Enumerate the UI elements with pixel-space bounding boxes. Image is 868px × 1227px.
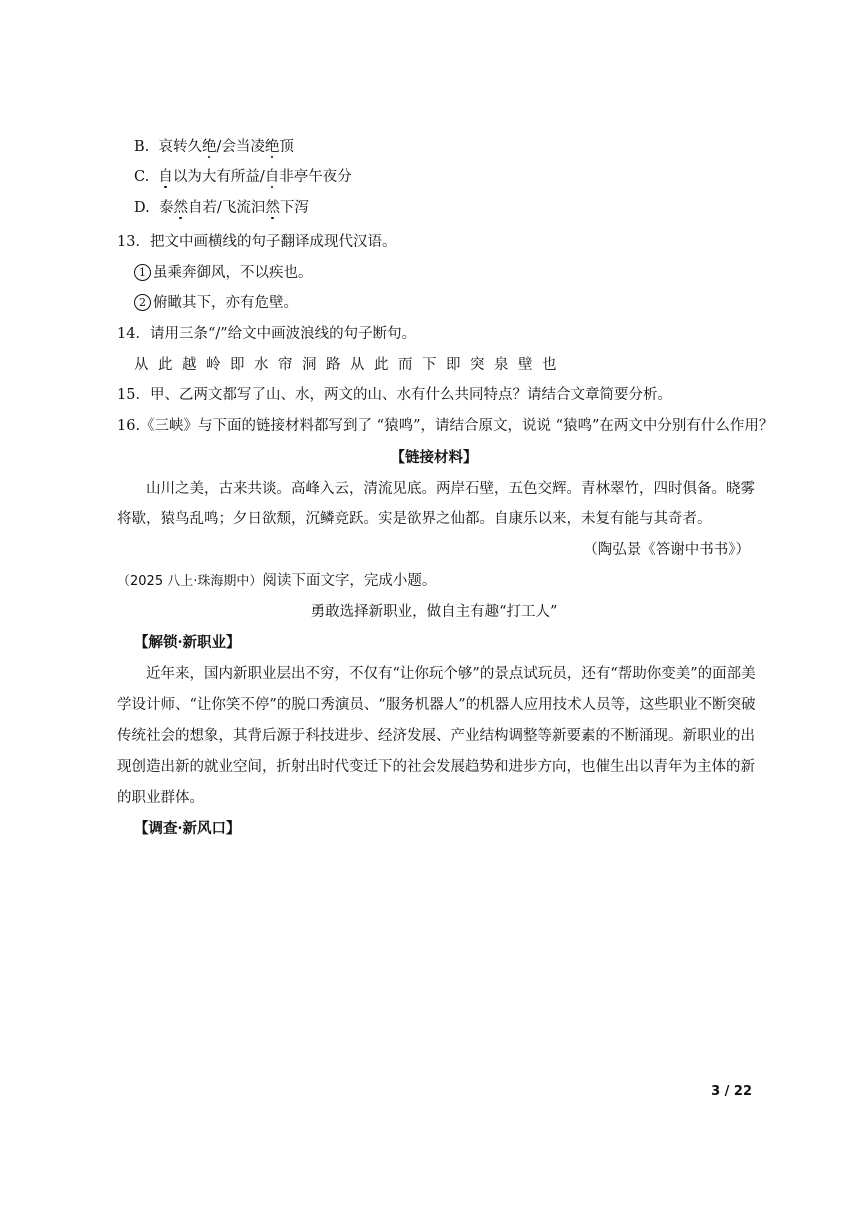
question-15-stem: 15．甲、乙两文都写了山、水，两文的山、水有什么共同特点？请结合文章简要分析。 bbox=[117, 387, 672, 403]
passage-line-1: 近年来，国内新职业层出不穷，不仅有“让你玩个够”的景点试玩员，还有“帮助你变美”的面部美 bbox=[146, 666, 756, 682]
link-material-line-1: 山川之美，古来共谈。高峰入云，清流见底。两岸石壁，五色交辉。青林翠竹，四时俱备。晓雾 bbox=[146, 481, 755, 497]
exam-source: （2025 八上·珠海期中） bbox=[117, 574, 263, 589]
option-d: D. 泰然自若/飞流汩然下泻 bbox=[134, 200, 309, 216]
question-13-sentence-2: 2 俯瞰其下，亦有危壁。 bbox=[134, 293, 298, 313]
circled-number-2: 2 bbox=[134, 294, 151, 311]
link-material-line-2: 将歇，猿鸟乱鸣；夕日欲颓，沉鳞竞跃。实是欲界之仙都。自康乐以来，未复有能与其奇者。 bbox=[117, 511, 712, 527]
emphasis-dot-char: 自 bbox=[158, 169, 173, 185]
passage-line-3: 传统社会的想象，其背后源于科技进步、经济发展、产业结构调整等新要素的不断涌现。新职业的出 bbox=[117, 728, 755, 744]
question-14-stem: 14．请用三条“/”给文中画波浪线的句子断句。 bbox=[117, 326, 417, 342]
emphasis-dot-char: 绝 bbox=[264, 139, 280, 155]
emphasis-dot-char: 然 bbox=[173, 200, 188, 216]
page-number: 3 / 22 bbox=[711, 1084, 752, 1099]
passage-line-4: 现创造出新的就业空间，折射出时代变迁下的社会发展趋势和进步方向，也催生出以青年为主体的新 bbox=[117, 759, 755, 775]
passage-line-2: 学设计师、“让你笑不停”的脱口秀演员、“服务机器人”的机器人应用技术人员等，这些职业不断突破 bbox=[117, 697, 756, 713]
passage-title: 勇敢选择新职业，做自主有趣“打工人” bbox=[310, 604, 558, 620]
question-14-sentence: 从此越岭即水帘洞路从此而下即突泉壁也 bbox=[134, 357, 566, 373]
option-c: C. 自以为大有所益/自非亭午夜分 bbox=[134, 169, 352, 185]
passage-instruction: 阅读下面文字，完成小题。 bbox=[262, 573, 437, 589]
question-13-stem: 13．把文中画横线的句子翻译成现代汉语。 bbox=[117, 234, 397, 250]
section-heading-2: 【调查·新风口】 bbox=[134, 820, 241, 837]
passage-line-5: 的职业群体。 bbox=[117, 790, 204, 806]
emphasis-dot-char: 绝 bbox=[201, 139, 217, 155]
emphasis-dot-char: 然 bbox=[265, 200, 280, 216]
question-13-sentence-1: 1 虽乘奔御风，不以疾也。 bbox=[134, 263, 313, 283]
emphasis-dot-char: 自 bbox=[264, 169, 280, 185]
section-heading-1: 【解锁·新职业】 bbox=[134, 634, 241, 651]
link-material-attribution: （陶弘景《答谢中书书》） bbox=[583, 542, 750, 558]
question-16-stem: 16.《三峡》与下面的链接材料都写到了 “猿鸣”，请结合原文，说说 “猿鸣”在两文中分别有什么作用？ bbox=[117, 418, 774, 434]
circled-number-1: 1 bbox=[134, 264, 151, 281]
passage-source-line bbox=[117, 571, 436, 592]
option-b: B. 哀转久绝/会当凌绝顶 bbox=[134, 139, 294, 155]
link-material-heading: 【链接材料】 bbox=[390, 449, 478, 466]
